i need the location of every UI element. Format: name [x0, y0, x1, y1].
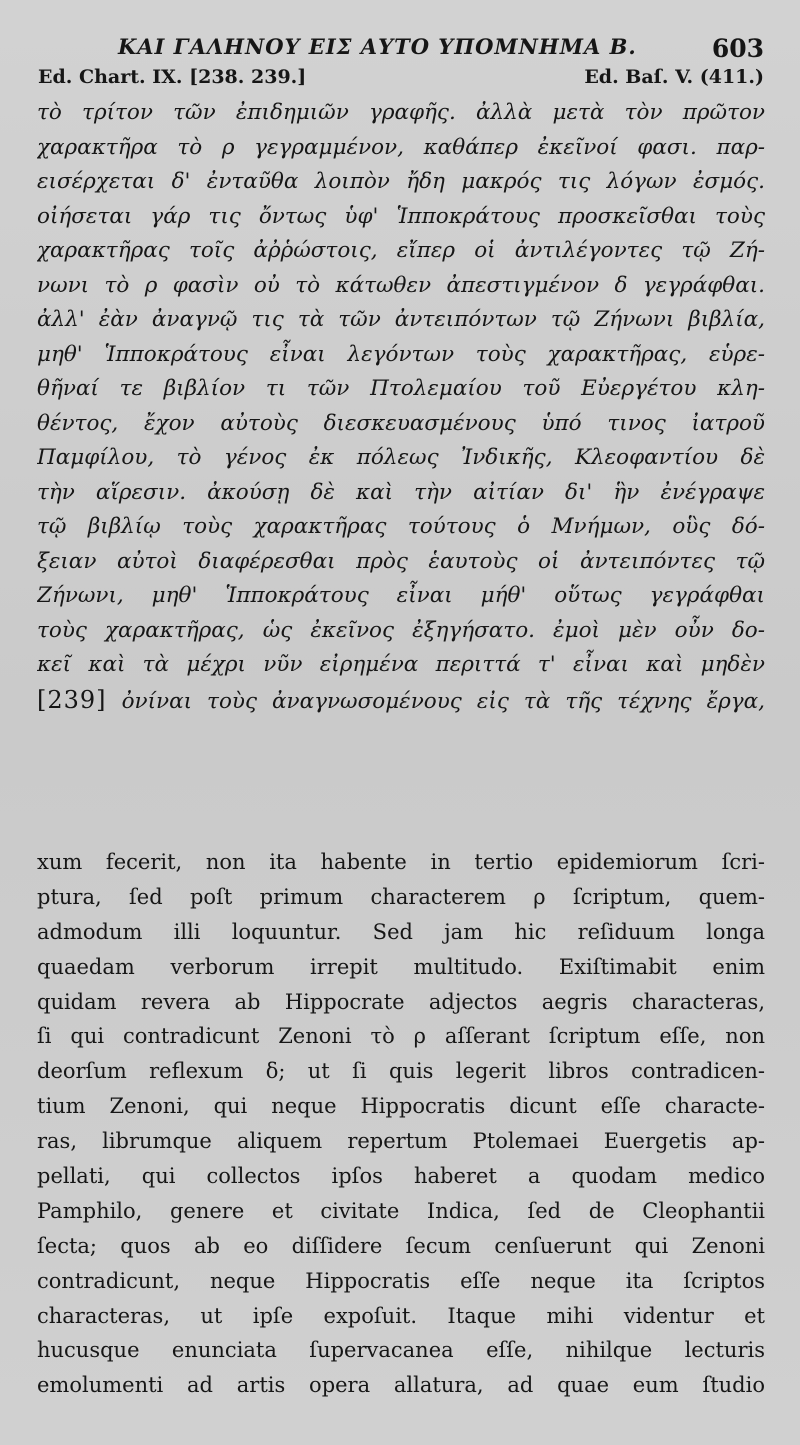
- greek-last-line: [37, 683, 765, 718]
- latin-line: hucusque enunciata ſupervacanea eſſe, nihilque lecturis: [37, 1338, 765, 1363]
- latin-line: tium Zenoni, qui neque Hippocratis dicunt eſſe characte-: [37, 1094, 765, 1119]
- latin-line: ſi qui contradicunt Zenoni τὸ ρ aſſerant ſcriptum eſſe, non: [37, 1024, 765, 1049]
- edition-chartier-ref: Ed. Chart. IX. [238. 239.]: [38, 66, 307, 88]
- latin-line: emolumenti ad artis opera allatura, ad quae eum ſtudio: [37, 1373, 765, 1398]
- latin-line: characteras, ut ipſe expoſuit. Itaque mihi videntur et: [37, 1303, 765, 1328]
- greek-text-block: [37, 96, 765, 717]
- greek-last-line-text: ὀνίναι τοὺς ἀναγνωσομένους εἰς τὰ τῆς τέχνης ἔργα,: [121, 688, 765, 714]
- greek-line: θῆναί τε βιβλίον τι τῶν Πτολεμαίου τοῦ Εὐεργέτου κλη-: [37, 376, 765, 401]
- latin-text-block: [37, 845, 765, 1403]
- latin-line: ras, librumque aliquem repertum Ptolemaei Euergetis ap-: [37, 1129, 765, 1154]
- latin-line: Pamphilo, genere et civitate Indica, ſed de Cleophantii: [37, 1198, 765, 1223]
- latin-line: xum fecerit, non ita habente in tertio epidemiorum ſcri-: [37, 850, 765, 874]
- latin-line: quaedam verborum irrepit multitudo. Exiſtimabit enim: [37, 954, 765, 979]
- latin-line: deorſum reflexum δ; ut ſi quis legerit libros contradicen-: [37, 1059, 765, 1084]
- latin-line: pellati, qui collectos ipſos haberet a quodam medico: [37, 1164, 765, 1189]
- greek-line: χαρακτῆρα τὸ ρ γεγραμμένον, καθάπερ ἐκεῖνοί φασι. παρ-: [37, 134, 765, 160]
- greek-line: κεῖ καὶ τὰ μέχρι νῦν εἰρημένα περιττά τ' εἶναι καὶ μηδὲν: [37, 652, 765, 677]
- greek-line: μηθ' Ἱπποκράτους εἶναι λεγόντων τοὺς χαρακτῆρας, εὑρε-: [37, 341, 765, 367]
- greek-line: θέντος, ἔχον αὐτοὺς διεσκευασμένους ὑπό τινος ἰατροῦ: [37, 410, 765, 436]
- greek-line: ἀλλ' ἐὰν ἀναγνῷ τις τὰ τῶν ἀντειπόντων τῷ Ζήνωνι βιβλία,: [37, 307, 765, 332]
- greek-line: χαρακτῆρας τοῖς ἀῤῥώστοις, εἴπερ οἱ ἀντιλέγοντες τῷ Ζή-: [37, 238, 765, 263]
- greek-line: τῷ βιβλίῳ τοὺς χαρακτῆρας τούτους ὁ Μνήμων, οὓς δό-: [37, 514, 765, 539]
- edition-reference-line: [38, 66, 764, 94]
- greek-line: εισέρχεται δ' ἐνταῦθα λοιπὸν ἤδη μακρός τις λόγων ἐσμός.: [37, 169, 765, 194]
- edition-basel-ref: Ed. Baſ. V. (411.): [584, 66, 764, 88]
- page-break-marker: [239]: [37, 685, 107, 714]
- running-head: ΚΑΙ ΓΑΛΗΝΟΥ ΕΙΣ ΑΥΤΟ ΥΠΟΜΝΗΜΑ Β.: [118, 34, 637, 59]
- greek-line: τοὺς χαρακτῆρας, ὡς ἐκεῖνος ἐξηγήσατο. ἐμοὶ μὲν οὖν δο-: [37, 617, 765, 643]
- page-number: 603: [711, 34, 764, 63]
- greek-line: τὸ τρίτον τῶν ἐπιδημιῶν γραφῆς. ἀλλὰ μετὰ τὸν πρῶτον: [37, 100, 765, 125]
- greek-line: ξειαν αὐτοὶ διαφέρεσθαι πρὸς ἑαυτοὺς οἱ ἀντειπόντες τῷ: [37, 548, 765, 574]
- page-header: [0, 28, 800, 68]
- latin-line: quidam revera ab Hippocrate adjectos aegris characteras,: [37, 989, 765, 1014]
- latin-line: contradicunt, neque Hippocratis eſſe neque ita ſcriptos: [37, 1268, 765, 1293]
- greek-line: Παμφίλου, τὸ γένος ἐκ πόλεως Ἰνδικῆς, Κλεοφαντίου δὲ: [37, 445, 765, 470]
- greek-line: τὴν αἵρεσιν. ἀκούσῃ δὲ καὶ τὴν αἰτίαν δι' ἣν ἐνέγραψε: [37, 479, 765, 505]
- greek-line: Ζήνωνι, μηθ' Ἱπποκράτους εἶναι μήθ' οὕτως γεγράφθαι: [37, 583, 765, 608]
- latin-line: ſecta; quos ab eo diſſidere ſecum cenſuerunt qui Zenoni: [37, 1233, 765, 1258]
- greek-line: νωνι τὸ ρ φασὶν οὐ τὸ κάτωθεν ἀπεστιγμένον δ γεγράφθαι.: [37, 272, 765, 298]
- latin-line: ptura, ſed poſt primum characterem ρ ſcriptum, quem-: [37, 884, 765, 909]
- latin-line: admodum illi loquuntur. Sed jam hic reſiduum longa: [37, 919, 765, 944]
- greek-line: οἰήσεται γάρ τις ὄντως ὑφ' Ἱπποκράτους προσκεῖσθαι τοὺς: [37, 203, 765, 229]
